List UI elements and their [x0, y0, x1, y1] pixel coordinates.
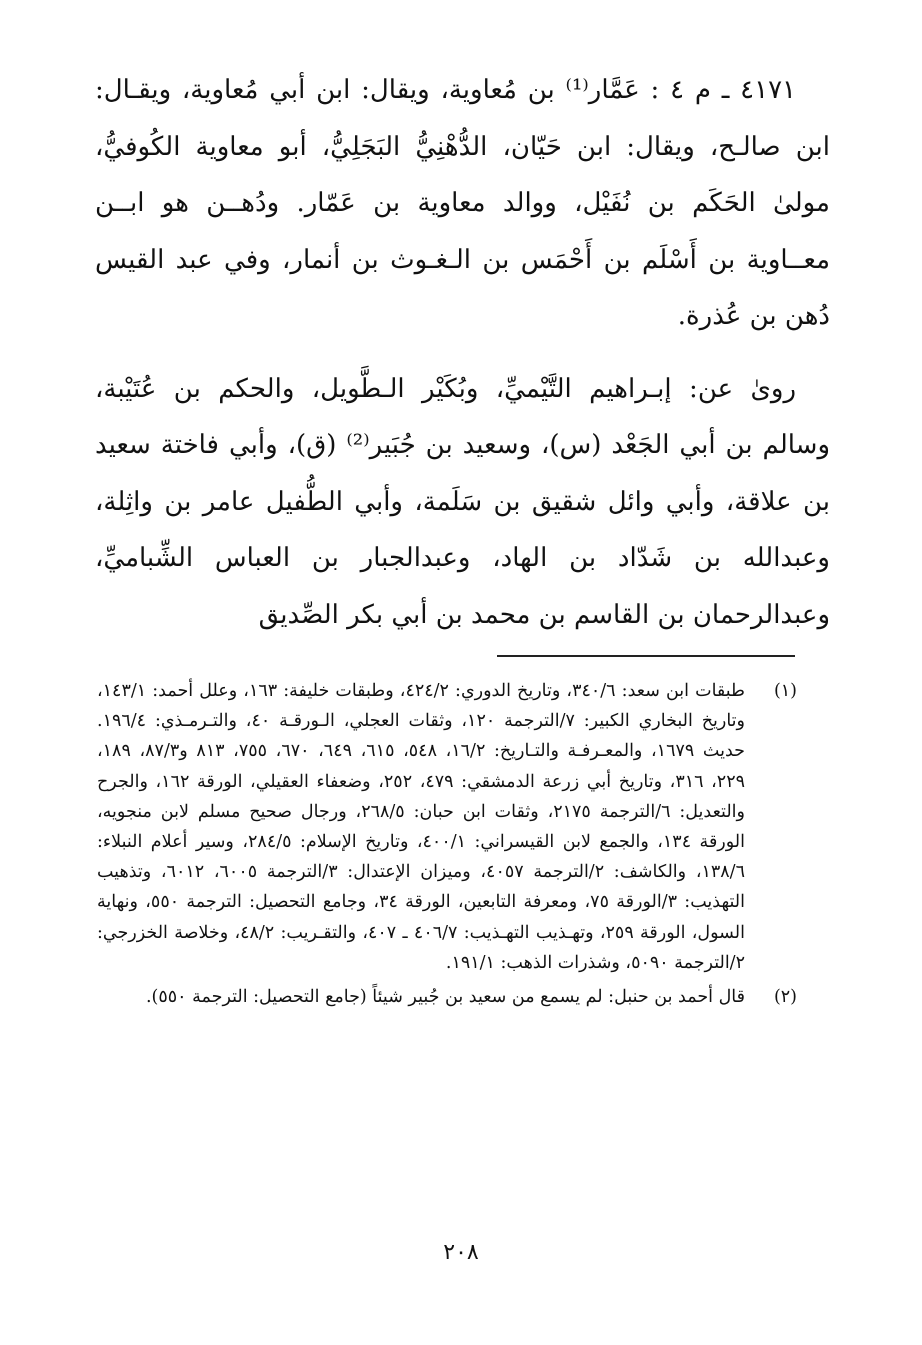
footnote-number: (٢)	[773, 987, 797, 1008]
footnote-divider	[497, 655, 795, 657]
footnote	[97, 982, 797, 1012]
page-number: ٢٠٨	[443, 1240, 479, 1265]
biography-entry	[95, 62, 830, 643]
entry-paragraph-2: روىٰ عن: إبـراهيم التَّيْميِّ، وبُكَيْر الـطَّويل، والحكم بن عُتَيْبة، وسالم بن أبي الجَعْد (س)، وسعيد بن جُبَير⁽²⁾ (ق)، وأبي فاختة سعيد بن علاقة، وأبي وائل شقيق بن سَلَمة، وأبي الطُّفيل عامر بن واثِلة، وعبدالله بن شَدّاد بن الهاد، وعبدالجبار بن العباس الشِّباميِّ، وعبدالرحمان بن القاسم بن محمد بن أبي بكر الصِّديق	[95, 373, 830, 630]
entry-paragraph-1: ٤١٧١ ـ م ٤ : عَمَّار⁽¹⁾ بن مُعاوية، ويقال: ابن أبي مُعاوية، ويقـال: ابن صالـح، ويقال: ابن حَيّان، الدُّهْنِيُّ البَجَلِيُّ، أبو معاوية الكُوفيُّ، مولىٰ الحَكَم بن نُفَيْل، ووالد معاوية بن عَمّار. ودُهــن هو ابــن معــاوية بن أَسْلَم بن أَحْمَس بن الـغـوث بن أنمار، وفي عبد القيس دُهن بن عُذرة.	[95, 75, 830, 331]
footnote-text: طبقات ابن سعد: ٣٤٠/٦، وتاريخ الدوري: ٤٢٤/٢، وطبقات خليفة: ١٦٣، وعلل أحمد: ١٤٣/١، وتاريخ البخاري الكبير: ٧/الترجمة ١٢٠، وثقات العجلي، الـورقـة ٤٠، والتـرمـذي: ١٩٦/٤. حديث ١٦٧٩، والمعـرفـة والتـاريخ: ١٦/٢، ٥٤٨، ٦١٥، ٦٤٩، ٦٧٠، ٧٥٥، ٨١٣ و٨٧/٣، ١٨٩، ٢٢٩، ٣١٦، وتاريخ أبي زرعة الدمشقي: ٤٧٩، ٢٥٢، وضعفاء العقيلي، الورقة ١٦٢، والجرح والتعديل: ٦/الترجمة ٢١٧٥، وثقات ابن حبان: ٢٦٨/٥، ورجال صحيح مسلم لابن منجويه، الورقة ١٣٤، والجمع لابن القيسراني: ٤٠٠/١، وتاريخ الإسلام: ٢٨٤/٥، وسير أعلام النبلاء: ١٣٨/٦، والكاشف: ٢/الترجمة ٤٠٥٧، وميزان الإعتدال: ٣/الترجمة ٦٠٠٥، ٦٠١٢، وتذهيب التهذيب: ٣/الورقة ٧٥، ومعرفة التابعين، الورقة ٣٤، وجامع التحصيل: الترجمة ٥٥٠، ونهاية السول، الورقة ٢٥٩، وتهـذيب التهـذيب: ٤٠٦/٧ ـ ٤٠٧، والتقـريب: ٤٨/٢، وخلاصة الخزرجي: ٢/الترجمة ٥٠٩٠، وشذرات الذهب: ١٩١/١.	[97, 681, 745, 973]
footnote-text: قال أحمد بن حنبل: لم يسمع من سعيد بن جُبير شيئاً (جامع التحصيل: الترجمة ٥٥٠).	[145, 987, 745, 1008]
footnote	[97, 676, 797, 978]
footnote-number: (١)	[773, 681, 797, 701]
footnotes	[97, 676, 797, 1016]
